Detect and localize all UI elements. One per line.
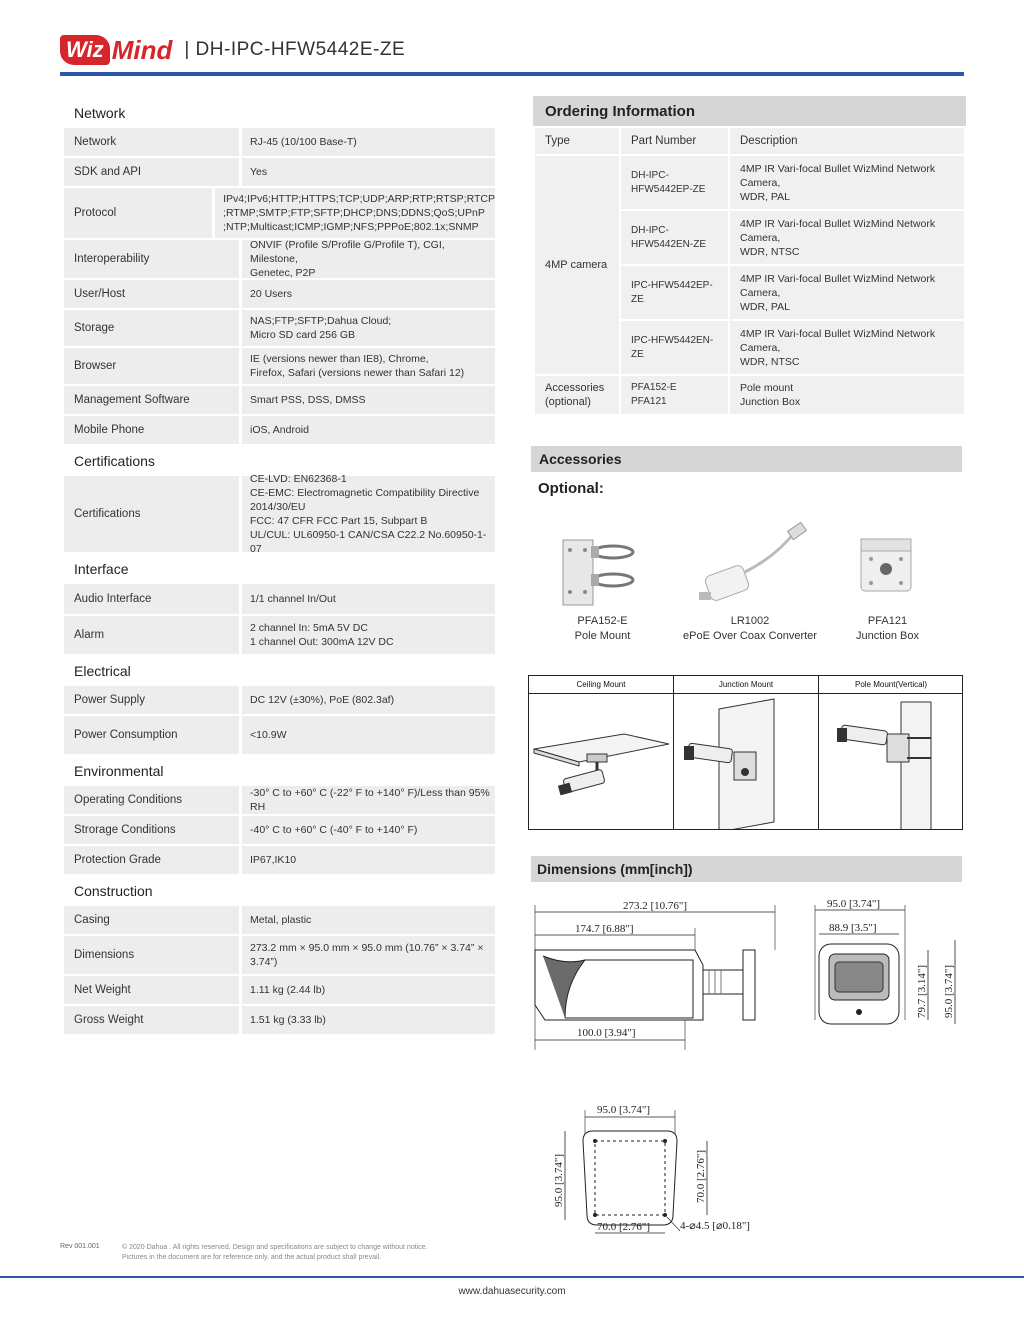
part-description: 4MP IR Vari-focal Bullet WizMind Network Camera, WDR, NTSC [729, 210, 965, 265]
pole-mount-illustration [819, 694, 963, 829]
junction-box-image [855, 533, 920, 598]
spec-value: Smart PSS, DSS, DMSS [239, 386, 495, 414]
accessory-name: PFA152-E [577, 615, 628, 627]
spec-value: RJ-45 (10/100 Base-T) [239, 128, 495, 156]
spec-value: IP67,IK10 [239, 846, 495, 874]
spec-row [64, 584, 495, 614]
part-number: IPC-HFW5442EP- ZE [620, 265, 729, 320]
spec-value: IPv4;IPv6;HTTP;HTTPS;TCP;UDP;ARP;RTP;RTSP;RTCP ;RTMP;SMTP;FTP;SFTP;DHCP;DNS;DDNS;QoS;UPnP ;NTP;Multicast;ICMP;IGMP;NFS;PPPoE;802.1x;SNMP [212, 188, 495, 238]
spec-row [64, 616, 495, 654]
spec-label: Certifications [74, 508, 141, 520]
part-description: 4MP IR Vari-focal Bullet WizMind Network Camera, WDR, PAL [729, 265, 965, 320]
spec-label: Power Supply [74, 694, 145, 706]
spec-value: Yes [239, 158, 495, 186]
epoe-converter-image [695, 522, 815, 612]
dim-front-h1: 79.7 [3.14"] [916, 964, 928, 1018]
spec-row [64, 128, 495, 156]
spec-row [64, 846, 495, 874]
mount-label: Junction Mount [674, 676, 818, 694]
dim-base-width: 95.0 [3.74"] [597, 1104, 651, 1116]
spec-label: Dimensions [74, 949, 135, 961]
spec-label: Audio Interface [74, 593, 152, 605]
dim-front-inner: 88.9 [3.5"] [829, 922, 877, 934]
spec-row [64, 348, 495, 384]
accessory-desc: Junction Box [856, 630, 919, 642]
col-type-header: Type [534, 127, 620, 155]
ceiling-mount-cell [529, 676, 674, 829]
dim-side-total: 273.2 [10.76"] [623, 900, 688, 912]
accessories-title: Accessories [531, 446, 962, 472]
section-title: Environmental [74, 763, 164, 779]
spec-value: -40° C to +60° C (-40° F to +140° F) [239, 816, 495, 844]
spec-value: 1/1 channel In/Out [239, 584, 495, 614]
part-number: DH-IPC- HFW5442EN-ZE [620, 210, 729, 265]
col-part-header: Part Number [620, 127, 729, 155]
dim-base-height: 95.0 [3.74"] [553, 1153, 565, 1207]
spec-label: Protocol [74, 207, 117, 219]
wizmind-logo [60, 34, 172, 66]
dim-side-bottom: 100.0 [3.94"] [577, 1027, 636, 1039]
spec-value: CE-LVD: EN62368-1 CE-EMC: Electromagnetic Compatibility Directive 2014/30/EU FCC: 47 CFR FCC Part 15, Subpart B UL/CUL: UL60950-1 CAN/CSA C22.2 No.60950-1-07 [239, 476, 495, 552]
spec-label: Casing [74, 914, 110, 926]
spec-row [64, 473, 495, 555]
spec-label: Interoperability [74, 253, 150, 265]
spec-row [64, 976, 495, 1004]
spec-value: 1.11 kg (2.44 lb) [239, 976, 495, 1004]
spec-row [64, 786, 495, 814]
spec-label: Mobile Phone [74, 424, 145, 436]
spec-label: SDK and API [74, 166, 142, 178]
optional-label: Optional: [538, 480, 604, 497]
accessories-desc: Pole mount Junction Box [729, 375, 965, 415]
dim-base-holes: 4-⌀4.5 [⌀0.18"] [680, 1220, 750, 1232]
spec-row [64, 816, 495, 844]
accessories-parts: PFA152-E PFA121 [620, 375, 729, 415]
spec-label: Alarm [74, 629, 105, 641]
spec-row [64, 1006, 495, 1034]
spec-value: <10.9W [239, 716, 495, 754]
header-divider [60, 72, 964, 76]
ordering-info-title: Ordering Information [533, 96, 966, 126]
spec-label: Power Consumption [74, 729, 178, 741]
type-4mp-camera: 4MP camera [534, 155, 620, 375]
pole-mount-image [555, 530, 635, 615]
footer-divider [0, 1276, 1024, 1278]
ordering-table [533, 126, 966, 416]
dim-front-h2: 95.0 [3.74"] [943, 964, 955, 1018]
footer-copyright: © 2020 Dahua . All rights reserved. Design and specifications are subject to change without notice. Pictures in the document are for reference only, and the actual product shall prevail. [122, 1244, 428, 1261]
model-number: | DH-IPC-HFW5442E-ZE [184, 39, 406, 60]
spec-value: DC 12V (±30%), PoE (802.3af) [239, 686, 495, 714]
footer-url[interactable]: www.dahuasecurity.com [458, 1286, 566, 1297]
spec-value: 273.2 mm × 95.0 mm × 95.0 mm (10.76” × 3.74” × 3.74”) [239, 936, 495, 974]
spec-row [64, 280, 495, 308]
section-title: Certifications [74, 453, 155, 469]
col-desc-header: Description [729, 127, 965, 155]
spec-label: Browser [74, 360, 117, 372]
section-title: Construction [74, 883, 153, 899]
accessory-pfa121 [840, 614, 935, 644]
junction-mount-cell [674, 676, 819, 829]
spec-row [64, 416, 495, 444]
pole-mount-cell [819, 676, 963, 829]
mount-label: Pole Mount(Vertical) [819, 676, 963, 694]
accessory-pfa152e [555, 614, 650, 644]
spec-value: 1.51 kg (3.33 lb) [239, 1006, 495, 1034]
spec-label: Strorage Conditions [74, 824, 176, 836]
spec-label: Network [74, 136, 117, 148]
mount-illustrations [528, 675, 963, 830]
accessory-name: PFA121 [867, 615, 908, 627]
side-front-dimension-drawing [525, 890, 970, 1055]
logo-mind: Mind [111, 34, 173, 65]
spec-value: ONVIF (Profile S/Profile G/Profile T), CGI, Milestone, Genetec, P2P [239, 240, 495, 278]
spec-label: Operating Conditions [74, 794, 183, 806]
footer-revision: Rev 001.001 [60, 1243, 100, 1250]
spec-label: Storage [74, 322, 115, 334]
spec-value: Metal, plastic [239, 906, 495, 934]
dim-side-front: 174.7 [6.88"] [575, 923, 634, 935]
spec-row [64, 936, 495, 974]
spec-value: iOS, Android [239, 416, 495, 444]
header [60, 30, 405, 70]
part-description: 4MP IR Vari-focal Bullet WizMind Network Camera, WDR, NTSC [729, 320, 965, 375]
spec-row [64, 386, 495, 414]
accessory-name: LR1002 [730, 615, 770, 627]
spec-label: Management Software [74, 394, 190, 406]
spec-label: Net Weight [74, 984, 131, 996]
spec-table [64, 98, 495, 1036]
section-title: Electrical [74, 663, 131, 679]
logo-wiz: Wiz [60, 35, 110, 65]
part-description: 4MP IR Vari-focal Bullet WizMind Network Camera, WDR, PAL [729, 155, 965, 210]
spec-label: Protection Grade [74, 854, 161, 866]
spec-row [64, 686, 495, 714]
dim-base-hole-h: 70.0 [2.76"] [597, 1221, 651, 1233]
dim-front-width: 95.0 [3.74"] [827, 898, 881, 910]
section-title: Network [74, 105, 126, 121]
spec-label: Gross Weight [74, 1014, 144, 1026]
dimensions-title: Dimensions (mm[inch]) [531, 856, 962, 882]
spec-value: 20 Users [239, 280, 495, 308]
spec-value: 2 channel In: 5mA 5V DC 1 channel Out: 300mA 12V DC [239, 616, 495, 654]
spec-value: NAS;FTP;SFTP;Dahua Cloud; Micro SD card 256 GB [239, 310, 495, 346]
accessory-desc: ePoE Over Coax Converter [683, 630, 817, 642]
junction-mount-illustration [674, 694, 818, 829]
spec-row [64, 158, 495, 186]
ceiling-mount-illustration [529, 694, 673, 829]
spec-row [64, 906, 495, 934]
mount-label: Ceiling Mount [529, 676, 673, 694]
accessories-type: Accessories (optional) [534, 375, 620, 415]
spec-row [64, 310, 495, 346]
spec-value: -30° C to +60° C (-22° F to +140° F)/Less than 95% RH [239, 786, 495, 814]
accessory-desc: Pole Mount [574, 630, 631, 642]
part-number: IPC-HFW5442EN- ZE [620, 320, 729, 375]
spec-row [64, 188, 495, 238]
spec-label: User/Host [74, 288, 126, 300]
part-number: DH-IPC- HFW5442EP-ZE [620, 155, 729, 210]
dim-base-hole-v: 70.0 [2.76"] [695, 1149, 707, 1203]
spec-value: IE (versions newer than IE8), Chrome, Firefox, Safari (versions newer than Safari 12) [239, 348, 495, 384]
accessory-lr1002 [680, 614, 820, 644]
spec-row [64, 716, 495, 754]
section-title: Interface [74, 561, 129, 577]
base-dimension-drawing [545, 1095, 775, 1240]
spec-row [64, 240, 495, 278]
